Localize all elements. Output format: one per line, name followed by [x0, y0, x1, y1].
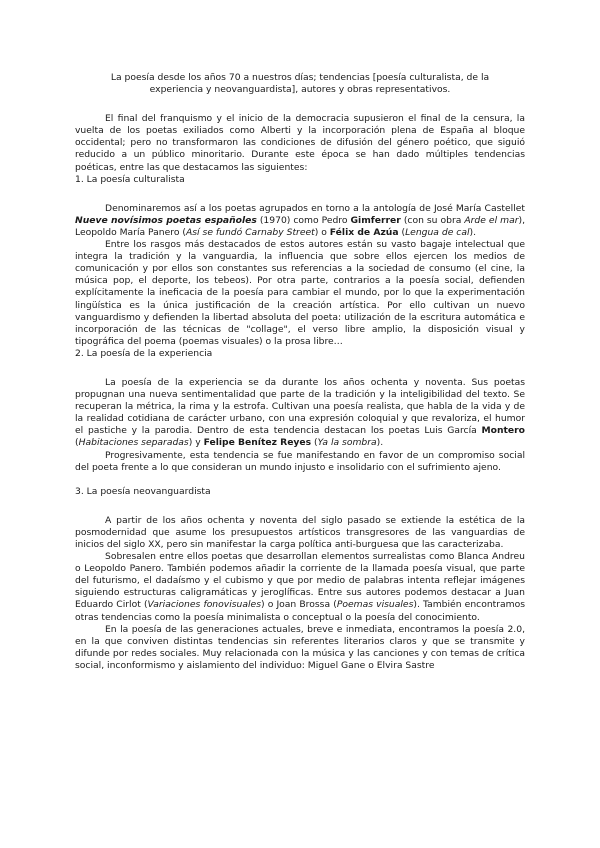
- section-2-heading: 2. La poesía de la experiencia: [75, 347, 213, 359]
- section-1-heading: 1. La poesía culturalista: [75, 173, 185, 185]
- section-2-paragraph-1: La poesía de la experiencia se da durante los años ochenta y noventa. Sus poetas propugnan una nueva sentimentalidad que parte de la tradición y la inteligibilidad del texto. Se recuperan la métrica, la rima y la estrofa. Cultivan una poesía realista, que habla de la vida y de la realidad cotidiana de carácter urbano, con una expresión coloquial y que revaloriza, el humor el pastiche y la parodia. Dentro de esta tendencia destacan los poetas Luis García Montero (Habitaciones separadas) y Felipe Benítez Reyes (Ya la sombra).: [75, 376, 525, 449]
- intro-paragraph: El final del franquismo y el inicio de la democracia supusieron el final de la censura, la vuelta de los poetas exiliados como Alberti y la incorporación plena de España al bloque occidental; pero no transformaron las condiciones de difusión del género poético, que siguió reducido a un público minoritario. Durante este época se han dado múltiples tendencias poéticas, entre las que destacamos las siguientes:: [75, 113, 525, 173]
- anthology-title: Nueve novísimos poetas españoles: [75, 214, 257, 226]
- section-1-paragraph-2: Entre los rasgos más destacados de estos autores están su vasto bagaje intelectual que integra la tradición y la vanguardia, la influencia que sobre ellos ejercen los medios de comunicación y por ellos son constantes sus referencias a la sociedad de consumo (el cine, la música pop, el deporte, los tebeos). Por otra parte, contrarios a la poesía social, defienden explícitamente la ineficacia de la poesía para cambiar el mundo, por lo que la experimentación lingüística es la única justificación de la creación artística. Por ello cultivan un nuevo vanguardismo y defienden la libertad absoluta del poeta: utilización de la escritura automática e incorporación de las técnicas de "collage", el verso libre amplio, la disposición visual y tipográfica del poema (poemas visuales) o la prosa libre…: [75, 239, 525, 347]
- section-2-paragraph-2: Progresivamente, esta tendencia se fue manifestando en favor de un compromiso social del poeta frente a lo que consideran un mundo injusto e insolidario con el sufrimiento ajeno.: [75, 449, 525, 473]
- section-1-paragraph-1: Denominaremos así a los poetas agrupados en torno a la antología de José María Castellet Nueve novísimos poetas españoles (1970) como Pedro Gimferrer (con su obra Arde el mar), Leopoldo María Panero (Así se fundó Carnaby Street) o Félix de Azúa (Lengua de cal).: [75, 202, 525, 238]
- section-3-paragraph-2: Sobresalen entre ellos poetas que desarrollan elementos surrealistas como Blanca Andreu o Leopoldo Panero. También podemos añadir la corriente de la llamada poesía visual, que parte del futurismo, el dadaísmo y el cubismo y que por medio de palabras intenta reflejar imágenes siguiendo estructuras caligramáticas y jeroglíficas. Entre sus autores podemos destacar a Juan Eduardo Cirlot (Variaciones fonovisuales) o Joan Brossa (Poemas visuales). También encontramos otras tendencias como la poesía minimalista o conceptual o la poesía del conocimiento.: [75, 551, 526, 623]
- section-3-paragraph-3: En la poesía de las generaciones actuales, breve e inmediata, encontramos la poesía 2.0, en la que conviven distintas tendencias sin referentes literarios claros y que se transmite y difunde por redes sociales. Muy relacionada con la música y las canciones y con temas de crítica social, inconformismo y aislamiento del individuo: Miguel Gane o Elvira Sastre: [75, 623, 525, 671]
- section-3-paragraph-1: A partir de los años ochenta y noventa del siglo pasado se extiende la estética de la posmodernidad que asume los presupuestos artísticos transgresores de las vanguardias de inicios del siglo XX, pero sin manifestar la carga política anti-burguesa que las caracterizaba.: [75, 514, 525, 550]
- section-3-heading: 3. La poesía neovanguardista: [75, 485, 211, 497]
- document-title: La poesía desde los años 70 a nuestros días; tendencias [poesía culturalista, de la experiencia y neovanguardista], autores y obras representativos.: [110, 72, 490, 96]
